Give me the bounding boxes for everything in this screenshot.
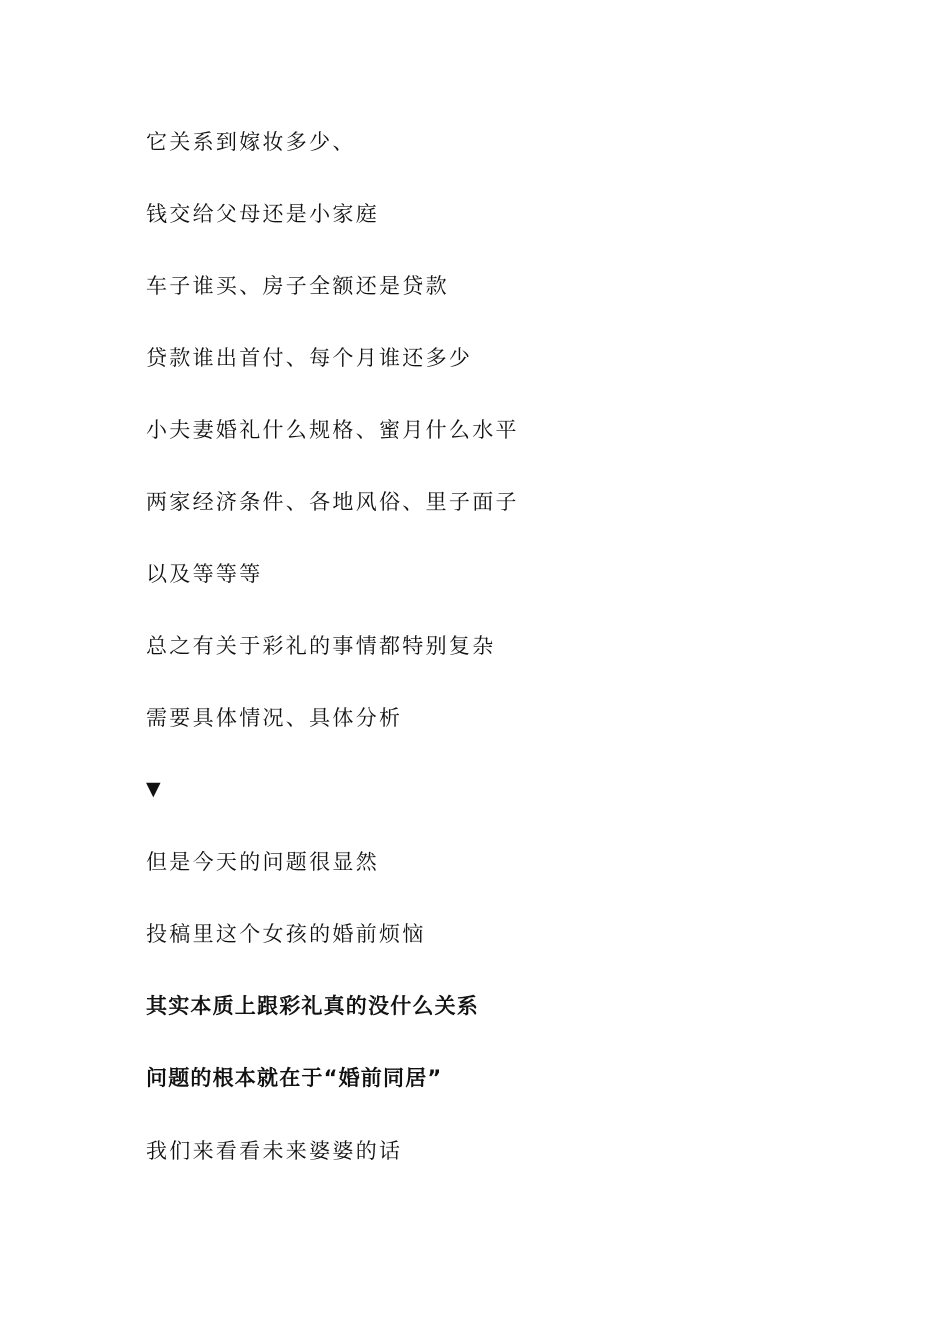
emphasis-line: 问题的根本就在于“婚前同居” <box>146 1066 443 1090</box>
text-line: 它关系到嫁妆多少、 <box>146 130 356 154</box>
text-line: 贷款谁出首付、每个月谁还多少 <box>146 346 473 370</box>
text-line: 钱交给父母还是小家庭 <box>146 202 379 226</box>
text-line: 两家经济条件、各地风俗、里子面子 <box>146 490 519 514</box>
text-line: 小夫妻婚礼什么规格、蜜月什么水平 <box>146 418 519 442</box>
text-line: 但是今天的问题很显然 <box>146 850 379 874</box>
text-line: 需要具体情况、具体分析 <box>146 706 403 730</box>
text-line: 总之有关于彩礼的事情都特别复杂 <box>146 634 496 658</box>
text-line: 投稿里这个女孩的婚前烦恼 <box>146 922 426 946</box>
down-triangle-icon: ▼ <box>146 778 161 800</box>
text-line: 以及等等等 <box>146 562 263 586</box>
text-line: 车子谁买、房子全额还是贷款 <box>146 274 449 298</box>
emphasis-line: 其实本质上跟彩礼真的没什么关系 <box>146 994 479 1018</box>
text-line: 我们来看看未来婆婆的话 <box>146 1139 403 1163</box>
